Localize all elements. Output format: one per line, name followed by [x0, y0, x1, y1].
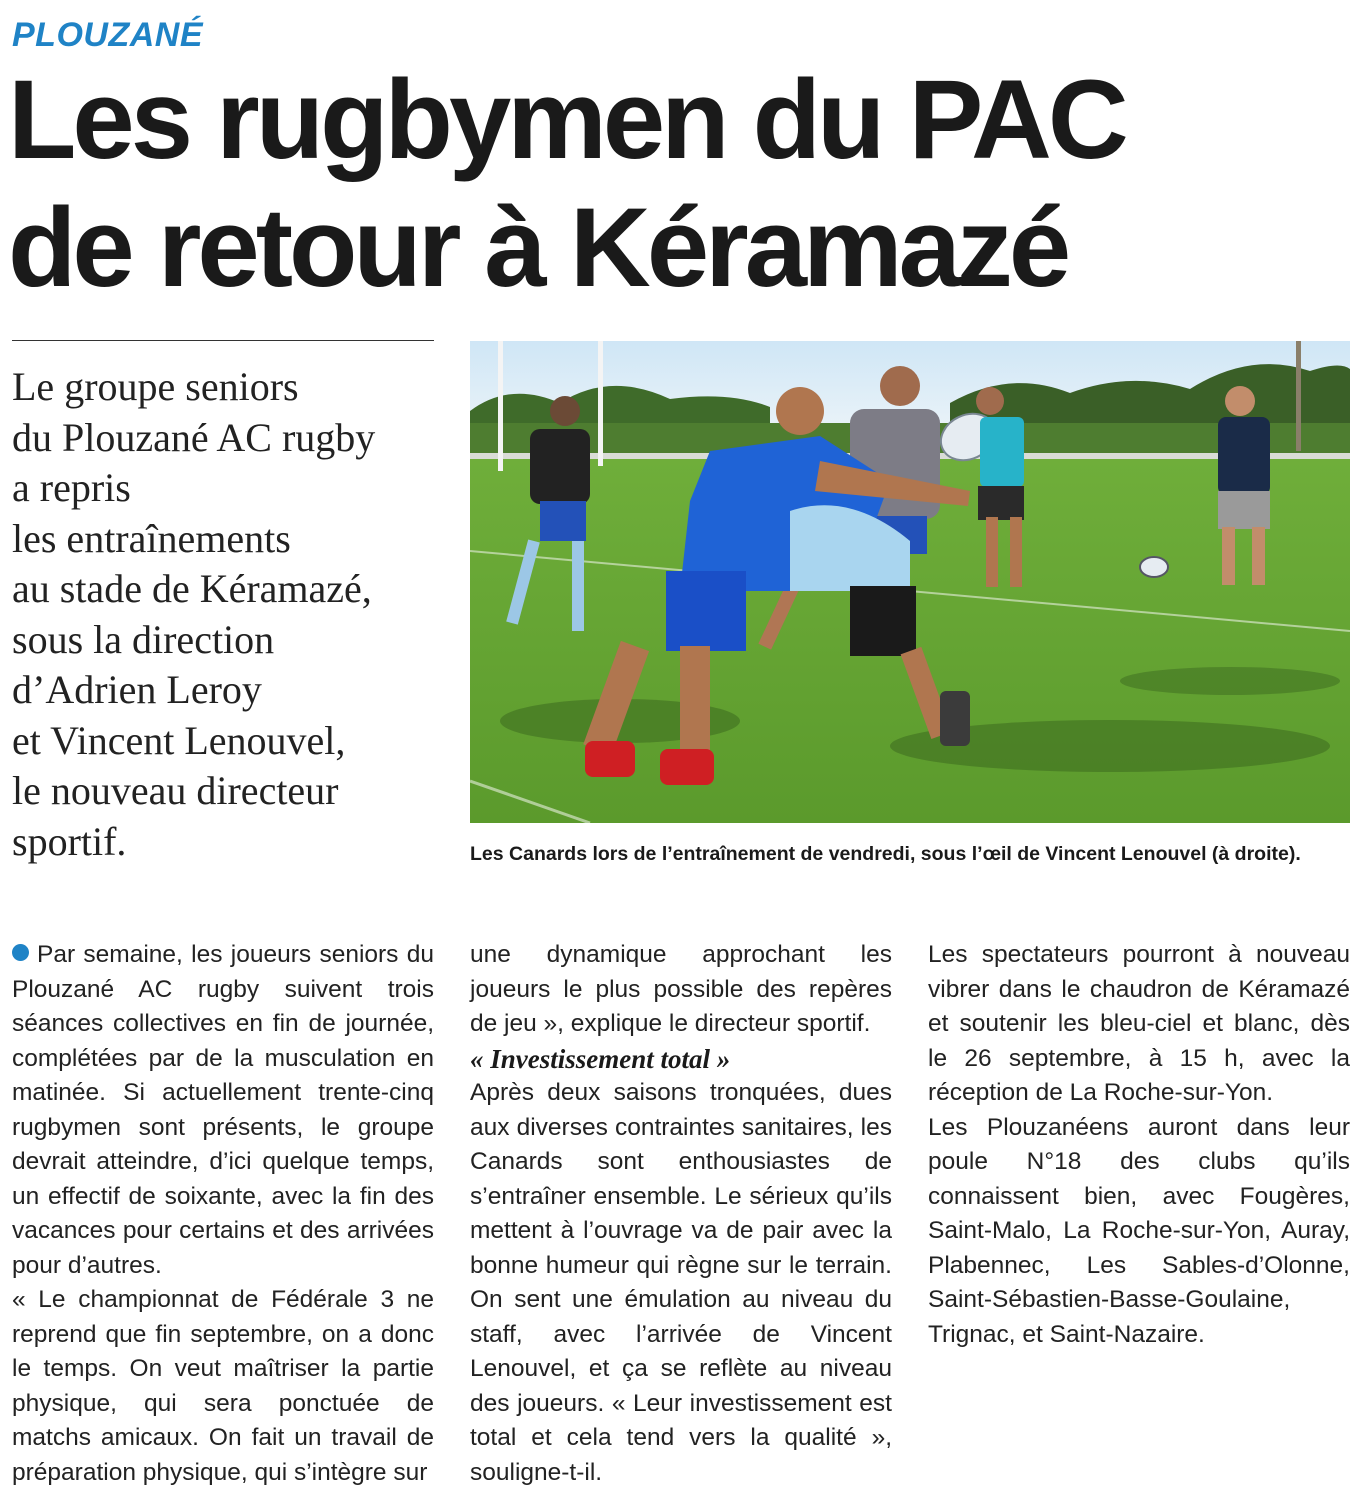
body-paragraph-2: « Le championnat de Fédérale 3 ne reprend que fin septembre, on a donc le temps. On veut maîtriser la partie physique, qui sera ponctuée de matchs amicaux. On fait un travail de préparation physique, qui s’intègre sur [12, 1286, 434, 1486]
body-column-2 [470, 938, 892, 1490]
body-paragraph-4: Les spectateurs pourront à nouveau vibrer dans le chaudron de Kéramazé et soutenir les bleu-ciel et blanc, dès le 26 septembre, à 15 h, avec la réception de La Roche-sur-Yon. [928, 941, 1350, 1106]
body-column-3 [928, 938, 1350, 1352]
body-column-1 [12, 938, 434, 1490]
article-chapo [12, 362, 452, 867]
chapo-line: du Plouzané AC rugby [12, 414, 376, 460]
intertitle: « Investissement total » [470, 1043, 731, 1074]
headline-line-1: Les rugbymen du PAC [8, 57, 1125, 182]
section-kicker: PLOUZANÉ [12, 16, 203, 54]
chapo-line: a repris [12, 465, 131, 510]
chapo-line: sous la direction [12, 616, 275, 662]
body-paragraph-3: Après deux saisons tronquées, dues aux diverses contraintes sanitaires, les Canards sont enthousiastes de s’entraîner ensemble. Le sérieux qu’ils mettent à l’ouvrage va de pair avec la bonne humeur qui règne sur le terrain. On sent une émulation au niveau du staff, avec l’arrivée de Vincent Lenouvel, et ça se reflète au niveau des joueurs. « Leur investissement est total et cela tend vers la qualité », souligne-t-il. [470, 1079, 892, 1486]
chapo-line: au stade de Kéramazé, [12, 566, 372, 611]
body-paragraph-1 [12, 938, 434, 1283]
chapo-line: Le groupe seniors [12, 364, 299, 409]
chapo-line: d’Adrien Leroy [12, 667, 262, 712]
rugby-training-photo [470, 341, 1350, 823]
photo-caption: Les Canards lors de l’entraînement de vendredi, sous l’œil de Vincent Lenouvel (à droite). [470, 843, 1301, 865]
chapo-line: les entraînements [12, 515, 291, 561]
body-paragraph-5: Les Plouzanéens auront dans leur poule N°18 des clubs qu’ils connaissent bien, avec Fougères, Saint-Malo, La Roche-sur-Yon, Auray, Plabennec, Les Sables-d’Olonne, Saint-Sébastien-Basse-Goulaine, Trignac, et Saint-Nazaire. [928, 1113, 1350, 1348]
bullet-dot-icon [12, 944, 29, 961]
chapo-divider [12, 340, 434, 341]
chapo-line: sportif. [12, 818, 127, 864]
paragraph-text: Par semaine, les joueurs seniors du Plouzané AC rugby suivent trois séances collectives en fin de journée, complétées par de la musculation en matinée. Si actuellement trente-cinq rugbymen sont présents, le groupe devrait atteindre, d’ici quelque temps, un effectif de soixante, avec la fin des vacances pour certains et des arrivées pour d’autres. [12, 941, 434, 1279]
body-paragraph-2: une dynamique approchant les joueurs le plus possible des repères de jeu », explique le directeur sportif. [470, 941, 892, 1037]
article-headline [8, 56, 1348, 312]
headline-line-2: de retour à Kéramazé [8, 185, 1068, 310]
chapo-line: et Vincent Lenouvel, [12, 717, 346, 763]
chapo-line: le nouveau directeur [12, 768, 339, 813]
